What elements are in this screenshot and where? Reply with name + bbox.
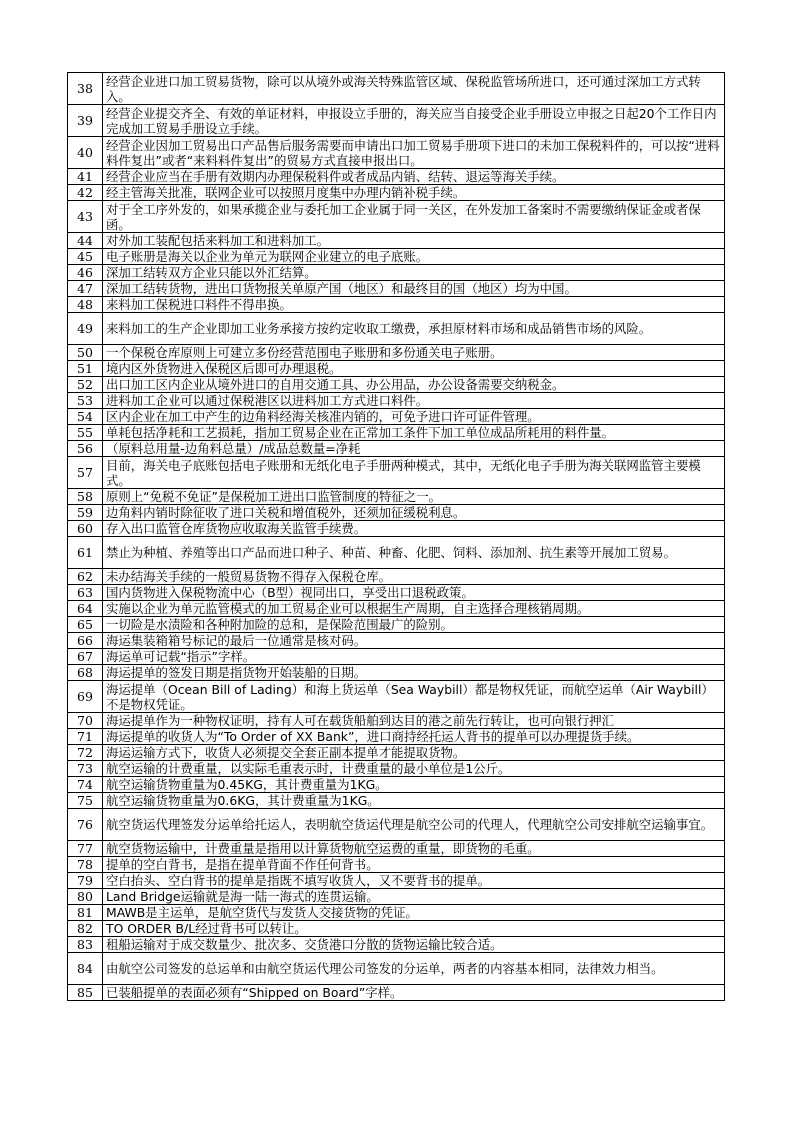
table-row <box>68 985 725 1001</box>
row-number: 38 <box>68 73 103 105</box>
row-statement: 海运提单作为一种物权证明，持有人可在载货船舶到达目的港之前先行转让，也可向银行押汇 <box>103 713 725 729</box>
row-statement: 航空货运代理签发分运单给托运人，表明航空货运代理是航空公司的代理人，代理航空公司安排航空运输事宜。 <box>103 809 725 841</box>
table-row <box>68 505 725 521</box>
row-statement: 航空运输货物重量为0.6KG，其计费重量为1KG。 <box>103 793 725 809</box>
table-row <box>68 745 725 761</box>
row-statement: 海运提单的收货人为“To Order of XX Bank”，进口商持经托运人背书的提单可以办理提货手续。 <box>103 729 725 745</box>
row-statement: 深加工结转双方企业只能以外汇结算。 <box>103 265 725 281</box>
table-row <box>68 617 725 633</box>
table-row <box>68 393 725 409</box>
table-row <box>68 809 725 841</box>
table-row <box>68 201 725 233</box>
table-row <box>68 281 725 297</box>
row-statement: 海运提单的签发日期是指货物开始装船的日期。 <box>103 665 725 681</box>
row-statement: Land Bridge运输就是海一陆一海式的连贯运输。 <box>103 889 725 905</box>
row-statement: 提单的空白背书，是指在提单背面不作任何背书。 <box>103 857 725 873</box>
row-number: 80 <box>68 889 103 905</box>
row-statement: MAWB是主运单，是航空货代与发货人交接货物的凭证。 <box>103 905 725 921</box>
row-number: 42 <box>68 185 103 201</box>
row-number: 78 <box>68 857 103 873</box>
table-row <box>68 953 725 985</box>
question-table-body <box>68 73 725 1001</box>
row-statement: 租船运输对于成交数量少、批次多、交货港口分散的货物运输比较合适。 <box>103 937 725 953</box>
table-row <box>68 841 725 857</box>
table-row <box>68 361 725 377</box>
table-row <box>68 345 725 361</box>
table-row <box>68 521 725 537</box>
row-statement: 境内区外货物进入保税区后即可办理退税。 <box>103 361 725 377</box>
row-number: 84 <box>68 953 103 985</box>
row-statement: 国内货物进入保税物流中心（B型）视同出口，享受出口退税政策。 <box>103 585 725 601</box>
row-number: 67 <box>68 649 103 665</box>
table-row <box>68 921 725 937</box>
row-statement: 禁止为种植、养殖等出口产品而进口种子、种苗、种畜、化肥、饲料、添加剂、抗生素等开展加工贸易。 <box>103 537 725 569</box>
table-row <box>68 105 725 137</box>
row-statement: 来料加工保税进口料件不得串换。 <box>103 297 725 313</box>
table-row <box>68 537 725 569</box>
question-table <box>67 72 725 1001</box>
row-number: 85 <box>68 985 103 1001</box>
table-row <box>68 185 725 201</box>
row-statement: 深加工结转货物，进出口货物报关单原产国（地区）和最终目的国（地区）均为中国。 <box>103 281 725 297</box>
row-number: 79 <box>68 873 103 889</box>
row-statement: 一个保税仓库原则上可建立多份经营范围电子账册和多份通关电子账册。 <box>103 345 725 361</box>
row-statement: 经营企业提交齐全、有效的单证材料，申报设立手册的，海关应当自接受企业手册设立申报之日起20个工作日内完成加工贸易手册设立手续。 <box>103 105 725 137</box>
row-statement: 出口加工区内企业从境外进口的自用交通工具、办公用品，办公设备需要交纳税金。 <box>103 377 725 393</box>
table-row <box>68 265 725 281</box>
row-number: 68 <box>68 665 103 681</box>
row-number: 50 <box>68 345 103 361</box>
row-statement: 海运运输方式下，收货人必须提交全套正副本提单才能提取货物。 <box>103 745 725 761</box>
table-row <box>68 457 725 489</box>
row-statement: 由航空公司签发的总运单和由航空货运代理公司签发的分运单，两者的内容基本相同，法律效力相当。 <box>103 953 725 985</box>
row-number: 51 <box>68 361 103 377</box>
row-statement: 海运单可记载“指示”字样。 <box>103 649 725 665</box>
row-statement: 一切险是水渍险和各种附加险的总和，是保险范围最广的险别。 <box>103 617 725 633</box>
row-number: 66 <box>68 633 103 649</box>
table-row <box>68 729 725 745</box>
row-number: 58 <box>68 489 103 505</box>
row-statement: （原料总用量-边角料总量）/成品总数量=净耗 <box>103 441 725 457</box>
row-statement: 航空运输货物重量为0.45KG，其计费重量为1KG。 <box>103 777 725 793</box>
row-number: 39 <box>68 105 103 137</box>
table-row <box>68 249 725 265</box>
table-row <box>68 713 725 729</box>
row-number: 70 <box>68 713 103 729</box>
table-row <box>68 777 725 793</box>
row-number: 53 <box>68 393 103 409</box>
table-row <box>68 873 725 889</box>
row-number: 59 <box>68 505 103 521</box>
row-number: 47 <box>68 281 103 297</box>
table-row <box>68 665 725 681</box>
row-number: 52 <box>68 377 103 393</box>
table-row <box>68 377 725 393</box>
row-statement: 对外加工装配包括来料加工和进料加工。 <box>103 233 725 249</box>
row-number: 73 <box>68 761 103 777</box>
row-statement: 海运集装箱箱号标记的最后一位通常是核对码。 <box>103 633 725 649</box>
row-number: 74 <box>68 777 103 793</box>
row-number: 49 <box>68 313 103 345</box>
table-row <box>68 569 725 585</box>
row-number: 57 <box>68 457 103 489</box>
row-statement: 海运提单（Ocean Bill of Lading）和海上货运单（Sea Waybill）都是物权凭证，而航空运单（Air Waybill）不是物权凭证。 <box>103 681 725 713</box>
row-statement: 空白抬头、空白背书的提单是指既不填写收货人，又不要背书的提单。 <box>103 873 725 889</box>
row-statement: 航空货物运输中，计费重量是指用以计算货物航空运费的重量，即货物的毛重。 <box>103 841 725 857</box>
row-number: 62 <box>68 569 103 585</box>
row-number: 83 <box>68 937 103 953</box>
row-statement: 经主管海关批准，联网企业可以按照月度集中办理内销补税手续。 <box>103 185 725 201</box>
table-row <box>68 761 725 777</box>
row-statement: 航空运输的计费重量，以实际毛重表示时，计费重量的最小单位是1公斤。 <box>103 761 725 777</box>
row-number: 72 <box>68 745 103 761</box>
table-row <box>68 937 725 953</box>
table-row <box>68 441 725 457</box>
row-statement: 经营企业因加工贸易出口产品售后服务需要而申请出口加工贸易手册项下进口的未加工保税料件的，可以按“进料料件复出”或者“来料料件复出”的贸易方式直接申报出口。 <box>103 137 725 169</box>
table-row <box>68 633 725 649</box>
table-row <box>68 681 725 713</box>
row-number: 61 <box>68 537 103 569</box>
table-row <box>68 409 725 425</box>
table-row <box>68 585 725 601</box>
table-row <box>68 425 725 441</box>
row-number: 77 <box>68 841 103 857</box>
table-row <box>68 857 725 873</box>
row-number: 43 <box>68 201 103 233</box>
table-row <box>68 889 725 905</box>
table-row <box>68 313 725 345</box>
row-statement: 存入出口监管仓库货物应收取海关监管手续费。 <box>103 521 725 537</box>
table-row <box>68 169 725 185</box>
row-number: 76 <box>68 809 103 841</box>
row-number: 40 <box>68 137 103 169</box>
row-statement: TO ORDER B/L经过背书可以转让。 <box>103 921 725 937</box>
row-number: 46 <box>68 265 103 281</box>
row-statement: 经营企业进口加工贸易货物，除可以从境外或海关特殊监管区域、保税监管场所进口，还可通过深加工方式转入。 <box>103 73 725 105</box>
table-row <box>68 905 725 921</box>
table-row <box>68 489 725 505</box>
row-number: 54 <box>68 409 103 425</box>
row-number: 45 <box>68 249 103 265</box>
table-row <box>68 649 725 665</box>
table-row <box>68 793 725 809</box>
row-number: 60 <box>68 521 103 537</box>
row-statement: 边角料内销时除征收了进口关税和增值税外，还须加征缓税利息。 <box>103 505 725 521</box>
row-statement: 进料加工企业可以通过保税港区以进料加工方式进口料件。 <box>103 393 725 409</box>
row-statement: 已装船提单的表面必须有“Shipped on Board”字样。 <box>103 985 725 1001</box>
row-statement: 经营企业应当在手册有效期内办理保税料件或者成品内销、结转、退运等海关手续。 <box>103 169 725 185</box>
row-number: 63 <box>68 585 103 601</box>
row-number: 69 <box>68 681 103 713</box>
row-statement: 单耗包括净耗和工艺损耗，指加工贸易企业在正常加工条件下加工单位成品所耗用的料件量。 <box>103 425 725 441</box>
row-number: 81 <box>68 905 103 921</box>
table-row <box>68 73 725 105</box>
row-number: 48 <box>68 297 103 313</box>
row-number: 64 <box>68 601 103 617</box>
row-number: 56 <box>68 441 103 457</box>
row-statement: 对于全工序外发的，如果承揽企业与委托加工企业属于同一关区，在外发加工备案时不需要缴纳保证金或者保函。 <box>103 201 725 233</box>
table-row <box>68 233 725 249</box>
row-number: 75 <box>68 793 103 809</box>
row-number: 71 <box>68 729 103 745</box>
row-statement: 区内企业在加工中产生的边角料经海关核准内销的，可免予进口许可证件管理。 <box>103 409 725 425</box>
table-row <box>68 601 725 617</box>
table-row <box>68 297 725 313</box>
row-number: 44 <box>68 233 103 249</box>
row-statement: 原则上“免税不免证”是保税加工进出口监管制度的特征之一。 <box>103 489 725 505</box>
row-number: 82 <box>68 921 103 937</box>
row-number: 55 <box>68 425 103 441</box>
table-row <box>68 137 725 169</box>
row-statement: 来料加工的生产企业即加工业务承接方按约定收取工缴费，承担原材料市场和成品销售市场的风险。 <box>103 313 725 345</box>
row-statement: 目前，海关电子底账包括电子账册和无纸化电子手册两种模式，其中，无纸化电子手册为海关联网监管主要模式。 <box>103 457 725 489</box>
row-statement: 未办结海关手续的一般贸易货物不得存入保税仓库。 <box>103 569 725 585</box>
row-statement: 电子账册是海关以企业为单元为联网企业建立的电子底账。 <box>103 249 725 265</box>
row-number: 41 <box>68 169 103 185</box>
row-statement: 实施以企业为单元监管模式的加工贸易企业可以根据生产周期，自主选择合理核销周期。 <box>103 601 725 617</box>
row-number: 65 <box>68 617 103 633</box>
